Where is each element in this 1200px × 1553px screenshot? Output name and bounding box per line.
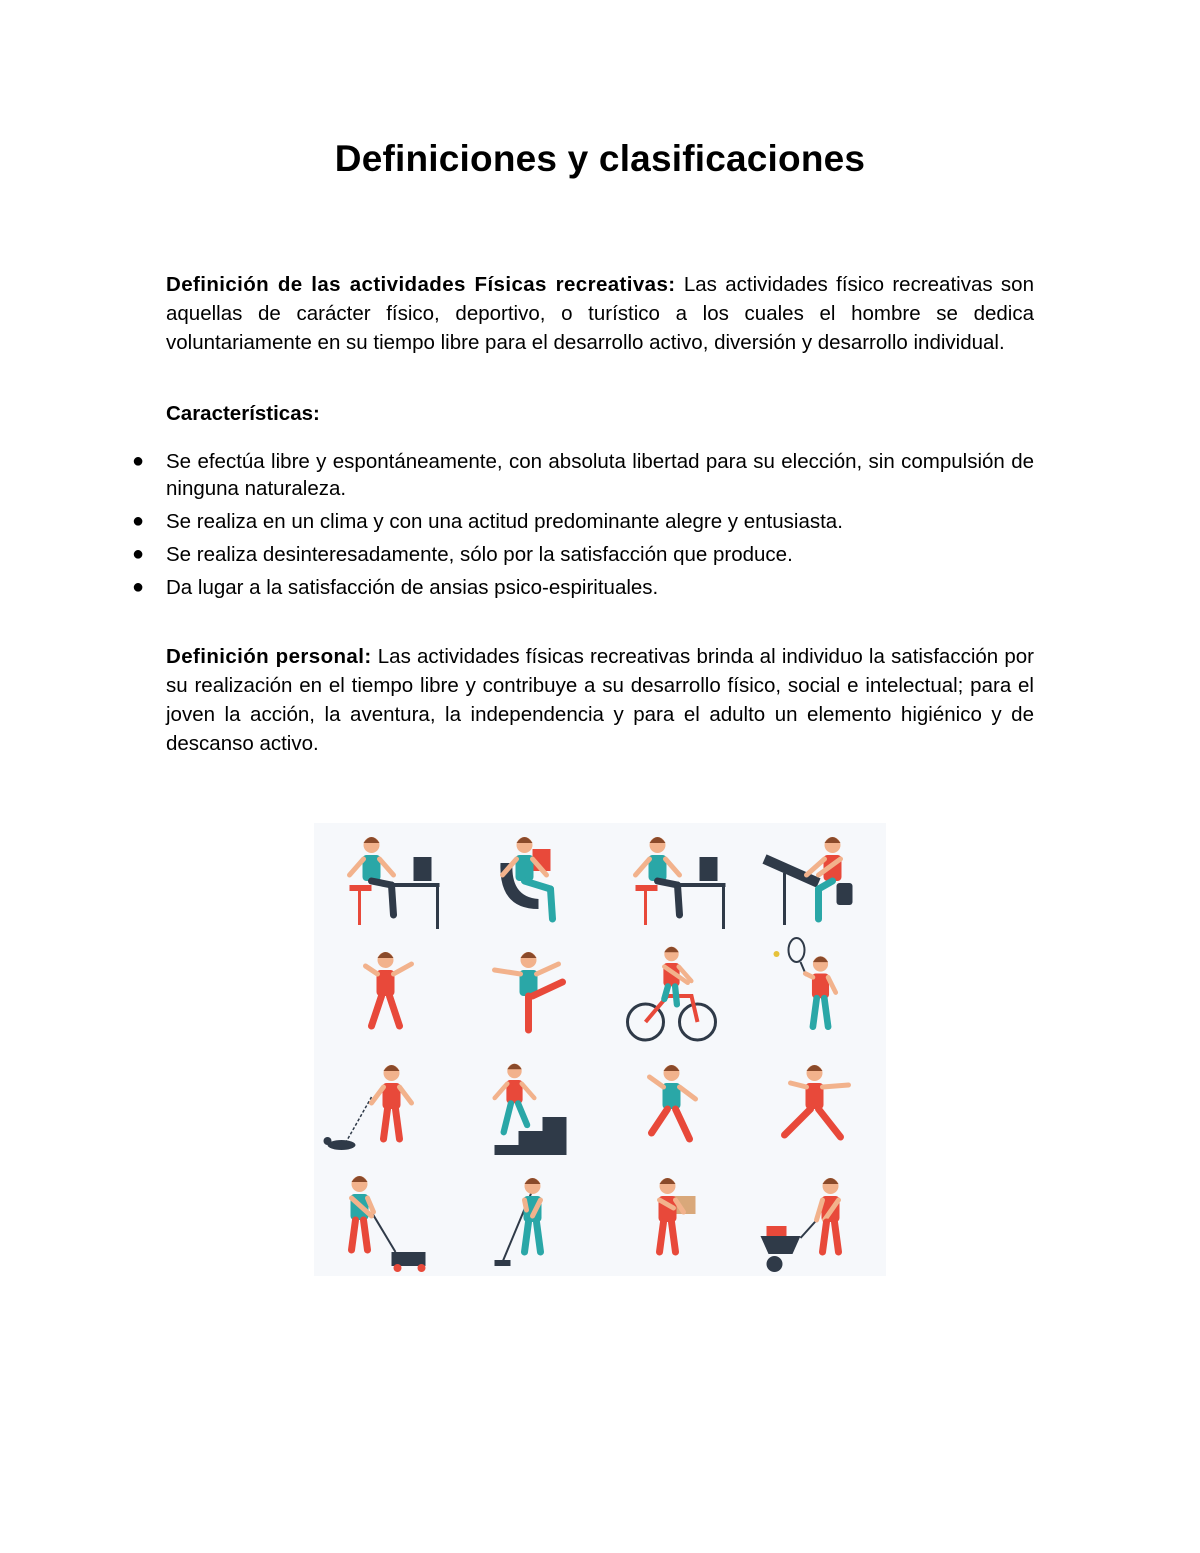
bullet-icon: ●: [132, 576, 145, 598]
page-title: Definiciones y clasificaciones: [334, 138, 866, 179]
cycling-icon: [628, 947, 716, 1040]
stretching-icon: [785, 1065, 849, 1137]
bullet-icon: ●: [132, 543, 145, 565]
carrying-box-icon: [659, 1178, 696, 1252]
stair-climbing-icon: [495, 1064, 567, 1155]
definition-paragraph: [166, 270, 1034, 357]
list-item: ● Se realiza desinteresadamente, sólo por la satisfacción que produce.: [132, 543, 793, 566]
characteristics-heading: Características:: [166, 402, 320, 425]
boxing-icon: [366, 952, 412, 1026]
lawn-mowing-icon: [351, 1176, 426, 1272]
definition-label: Definición de las actividades Físicas recreativas:: [166, 273, 676, 296]
tennis-icon: [774, 938, 836, 1027]
definition-text: Las actividades físico recreativas son aquellas de carácter físico, deportivo, o turístico a los cuales el hombre se dedica voluntariamente en su tiempo libre para el desarrollo activo, diversión y desarrollo individual.: [166, 273, 1034, 354]
dog-walking-icon: [324, 1065, 412, 1150]
drafting-table-icon: [765, 837, 853, 925]
wheelbarrow-icon: [761, 1178, 840, 1272]
personal-definition-label: Definición personal:: [166, 645, 372, 668]
computer-work-icon: [350, 837, 440, 929]
characteristics-list: [132, 448, 1034, 607]
list-item: ● Se efectúa libre y espontáneamente, con absoluta libertad para su elección, sin compulsión de ninguna naturaleza.: [132, 450, 1034, 500]
list-item: ● Se realiza en un clima y con una actitud predominante alegre y entusiasta.: [132, 510, 843, 533]
list-item: ● Da lugar a la satisfacción de ansias psico-espirituales.: [132, 576, 659, 599]
bullet-icon: ●: [132, 510, 145, 532]
sweeping-icon: [495, 1178, 542, 1266]
reading-chair-icon: [500, 837, 552, 919]
activities-illustration: [314, 823, 886, 1276]
personal-definition-text: Las actividades físicas recreativas brinda al individuo la satisfacción por su realización en el tiempo libre y contribuye a su desarrollo físico, social e intelectual; para el joven la acción, la aventura, la independencia y para el adulto un elemento higiénico y de descanso activo.: [166, 645, 1035, 755]
desk-study-icon: [636, 837, 726, 929]
bullet-icon: ●: [132, 450, 145, 472]
yoga-icon: [495, 952, 563, 1030]
activities-icon-grid: [314, 823, 886, 1276]
running-icon: [650, 1065, 696, 1139]
personal-definition-paragraph: [166, 642, 1034, 758]
